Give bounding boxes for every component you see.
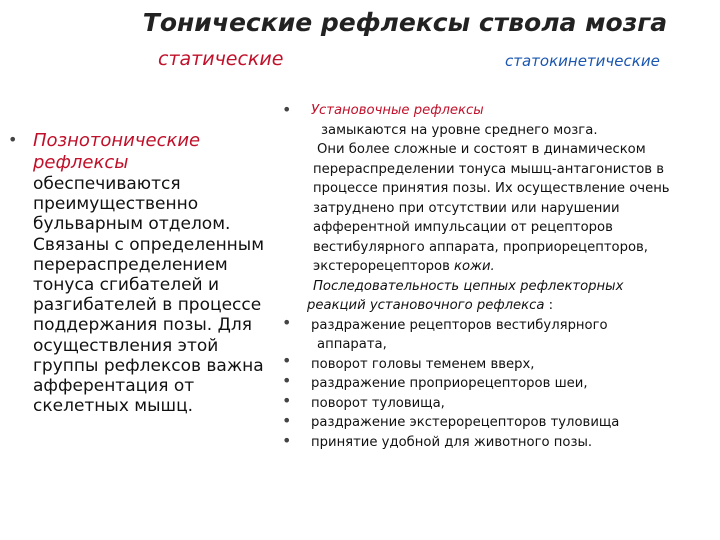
right-heading: Установочные рефлексы — [311, 103, 484, 118]
right-body-line: афферентной импульсации от рецепторов — [313, 220, 613, 235]
list-bullet: • — [282, 313, 292, 332]
list-bullet: • — [282, 431, 292, 450]
posture-tonic-section — [33, 130, 278, 416]
left-heading-line-1: Познотонические — [33, 130, 201, 151]
right-bullet: • — [282, 100, 292, 119]
list-bullet: • — [282, 411, 292, 430]
list-item: поворот головы теменем вверх, — [311, 356, 535, 372]
right-body-line: затруднено при отсутствии или нарушении — [313, 200, 620, 216]
sequence-suffix: : — [544, 298, 554, 313]
sequence-text: реакций установочного рефлекса — [307, 298, 545, 313]
subtitle-static: статические — [158, 48, 284, 70]
left-body-line: бульварным отделом. — [33, 214, 231, 235]
page-title: Тонические рефлексы ствола мозга — [142, 8, 668, 37]
subtitle-statokinetic: статокинетические — [505, 52, 660, 70]
sequence-line-2 — [303, 296, 711, 316]
left-body-line: афферентация от — [33, 376, 195, 397]
left-body-line: тонуса сгибателей и — [33, 275, 220, 296]
left-body-line: обеспечиваются — [33, 174, 181, 194]
list-item: раздражение рецепторов вестибулярного — [311, 317, 608, 333]
list-item-continuation: аппарата, — [317, 337, 387, 352]
right-body-last-line — [303, 257, 711, 277]
setting-reflexes-section — [303, 101, 711, 452]
right-body-line: вестибулярного аппарата, проприорецепторов, — [313, 239, 648, 255]
list-bullet: • — [282, 371, 292, 390]
left-heading-line-2: рефлексы — [33, 152, 129, 173]
right-body-line: замыкаются на уровне среднего мозга. — [321, 122, 598, 138]
right-body-last-italic: кожи. — [454, 259, 495, 274]
left-body-line: группы рефлексов важна — [33, 355, 264, 376]
left-bullet: • — [8, 130, 18, 149]
left-body-line: поддержания позы. Для — [33, 315, 252, 336]
left-body-line: Связаны с определенным — [33, 234, 265, 255]
left-body-line: преимущественно — [33, 194, 199, 215]
left-body-line: осуществления этой — [33, 335, 219, 356]
left-body-line: скелетных мышц. — [33, 396, 194, 417]
right-body-line: Они более сложные и состоят в динамическом — [317, 142, 646, 157]
right-body-last-prefix: экстерорецепторов — [313, 259, 455, 274]
list-bullet: • — [282, 391, 292, 410]
sequence-line: Последовательность цепных рефлекторных — [313, 278, 624, 294]
list-item: раздражение экстерорецепторов туловища — [311, 415, 620, 430]
list-item: поворот туловища, — [311, 395, 445, 411]
list-item: раздражение проприорецепторов шеи, — [311, 376, 588, 391]
right-body-line: процессе принятия позы. Их осуществление очень — [313, 181, 670, 196]
list-bullet: • — [282, 351, 292, 370]
left-body-line: перераспределением — [33, 254, 228, 275]
right-body-line: перераспределении тонуса мышц-антагонистов в — [313, 161, 665, 177]
left-body-line: разгибателей в процессе — [33, 295, 262, 316]
list-item: принятие удобной для животного позы. — [311, 434, 593, 450]
